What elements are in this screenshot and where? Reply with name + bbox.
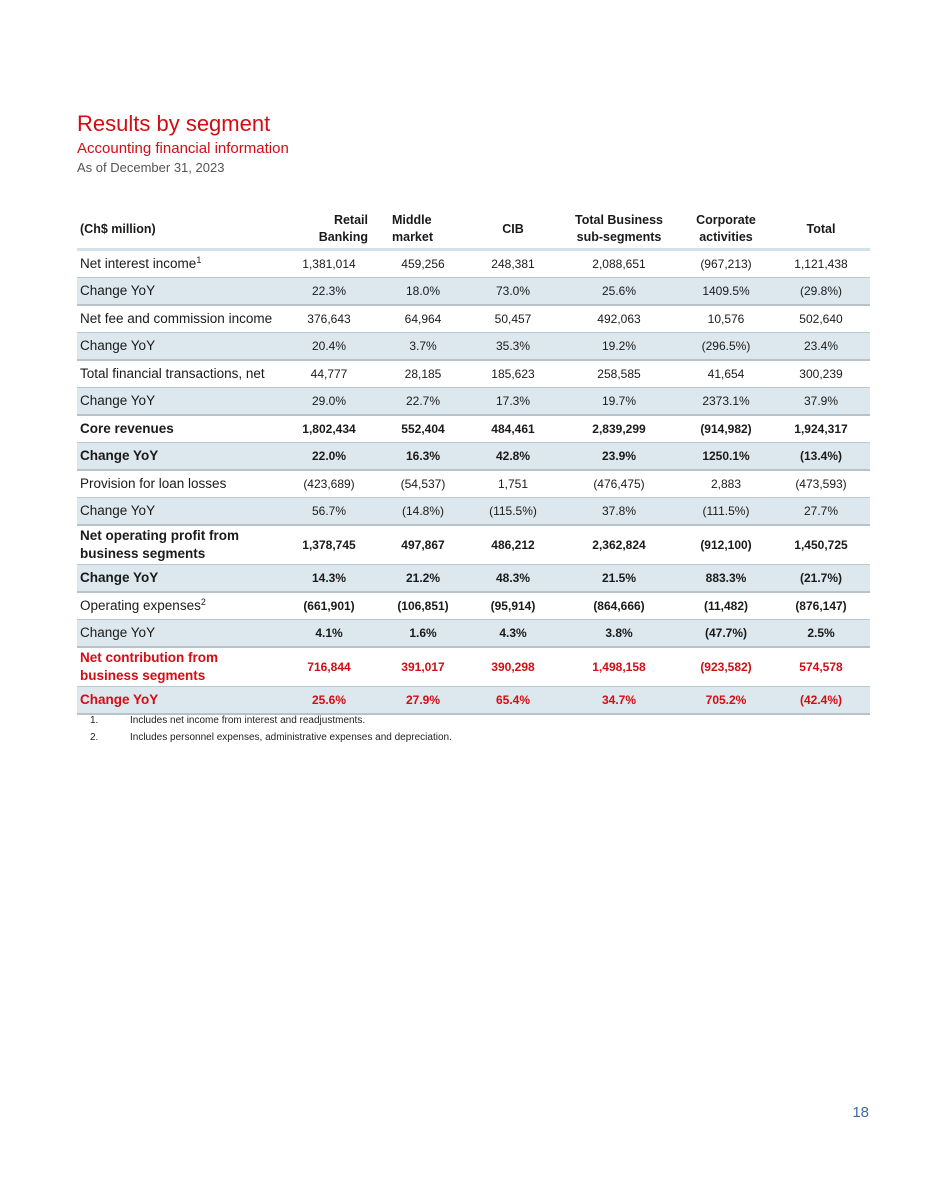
row-label: Net contribution from business segments	[77, 647, 280, 687]
cell-retail: 4.1%	[280, 620, 378, 648]
cell-corporate: (11,482)	[680, 592, 772, 620]
cell-corporate: (912,100)	[680, 525, 772, 565]
cell-retail: (423,689)	[280, 470, 378, 498]
cell-middle: 459,256	[378, 250, 468, 278]
cell-total: (42.4%)	[772, 687, 870, 715]
row-label: Net operating profit from business segments	[77, 525, 280, 565]
cell-middle: (106,851)	[378, 592, 468, 620]
cell-retail: 22.0%	[280, 443, 378, 471]
cell-middle: 21.2%	[378, 565, 468, 593]
cell-cib: 65.4%	[468, 687, 558, 715]
cell-total-business: 34.7%	[558, 687, 680, 715]
cell-retail: 29.0%	[280, 388, 378, 416]
row-label: Provision for loan losses	[77, 470, 280, 498]
table-row	[77, 278, 870, 306]
table-row	[77, 647, 870, 687]
cell-corporate: (967,213)	[680, 250, 772, 278]
cell-total: (13.4%)	[772, 443, 870, 471]
table-row	[77, 415, 870, 443]
cell-total-business: (864,666)	[558, 592, 680, 620]
page-header	[77, 110, 289, 177]
cell-middle: 18.0%	[378, 278, 468, 306]
row-label: Total financial transactions, net	[77, 360, 280, 388]
header-retail-banking: Retail Banking	[280, 210, 378, 250]
cell-total: 1,924,317	[772, 415, 870, 443]
segment-results-table	[77, 210, 870, 715]
header-total: Total	[772, 210, 870, 250]
cell-corporate: 705.2%	[680, 687, 772, 715]
cell-total: 2.5%	[772, 620, 870, 648]
cell-retail: 1,802,434	[280, 415, 378, 443]
cell-total: 37.9%	[772, 388, 870, 416]
row-label: Operating expenses$^2$	[77, 592, 280, 620]
cell-total-business: 258,585	[558, 360, 680, 388]
cell-total-business: 2,088,651	[558, 250, 680, 278]
footnote	[90, 712, 452, 729]
cell-middle: 16.3%	[378, 443, 468, 471]
cell-middle: 28,185	[378, 360, 468, 388]
cell-total: 1,121,438	[772, 250, 870, 278]
row-label: Change YoY	[77, 498, 280, 526]
cell-total: (29.8%)	[772, 278, 870, 306]
footnotes	[90, 712, 452, 746]
cell-cib: 50,457	[468, 305, 558, 333]
cell-cib: (115.5%)	[468, 498, 558, 526]
cell-retail: 22.3%	[280, 278, 378, 306]
row-label: Core revenues	[77, 415, 280, 443]
cell-corporate: 41,654	[680, 360, 772, 388]
cell-total-business: 2,839,299	[558, 415, 680, 443]
cell-cib: 185,623	[468, 360, 558, 388]
cell-middle: 1.6%	[378, 620, 468, 648]
header-label: (Ch$ million)	[77, 210, 280, 250]
row-label: Change YoY	[77, 278, 280, 306]
cell-total: (876,147)	[772, 592, 870, 620]
cell-corporate: 2373.1%	[680, 388, 772, 416]
cell-middle: 27.9%	[378, 687, 468, 715]
cell-middle: (14.8%)	[378, 498, 468, 526]
cell-total-business: 37.8%	[558, 498, 680, 526]
table-row	[77, 525, 870, 565]
page-subtitle: Accounting financial information	[77, 140, 289, 157]
cell-cib: 484,461	[468, 415, 558, 443]
cell-retail: (661,901)	[280, 592, 378, 620]
cell-middle: 497,867	[378, 525, 468, 565]
cell-cib: 35.3%	[468, 333, 558, 361]
row-label: Change YoY	[77, 687, 280, 715]
cell-total: 23.4%	[772, 333, 870, 361]
cell-total-business: 21.5%	[558, 565, 680, 593]
page-title: Results by segment	[77, 111, 271, 136]
cell-total-business: (476,475)	[558, 470, 680, 498]
table-row	[77, 443, 870, 471]
cell-corporate: 1409.5%	[680, 278, 772, 306]
table-row	[77, 498, 870, 526]
cell-retail: 20.4%	[280, 333, 378, 361]
table-row	[77, 620, 870, 648]
cell-retail: 14.3%	[280, 565, 378, 593]
cell-total-business: 23.9%	[558, 443, 680, 471]
cell-total: (473,593)	[772, 470, 870, 498]
cell-corporate: (47.7%)	[680, 620, 772, 648]
table-row	[77, 250, 870, 278]
cell-cib: 1,751	[468, 470, 558, 498]
footnote-text: Includes personnel expenses, administrative expenses and depreciation.	[130, 732, 452, 743]
cell-retail: 1,378,745	[280, 525, 378, 565]
table-row	[77, 388, 870, 416]
row-label: Change YoY	[77, 565, 280, 593]
cell-total-business: 19.2%	[558, 333, 680, 361]
cell-total: 300,239	[772, 360, 870, 388]
table-row	[77, 565, 870, 593]
footnote	[90, 729, 452, 746]
footnote-number: 1.	[90, 715, 99, 726]
cell-cib: 42.8%	[468, 443, 558, 471]
cell-total-business: 2,362,824	[558, 525, 680, 565]
cell-middle: 391,017	[378, 647, 468, 687]
row-label: Net fee and commission income	[77, 305, 280, 333]
footnote-number: 2.	[90, 732, 99, 743]
page-number: 18	[852, 1104, 869, 1121]
cell-retail: 25.6%	[280, 687, 378, 715]
cell-middle: 3.7%	[378, 333, 468, 361]
cell-total: (21.7%)	[772, 565, 870, 593]
table-row	[77, 333, 870, 361]
cell-middle: 22.7%	[378, 388, 468, 416]
cell-total-business: 3.8%	[558, 620, 680, 648]
cell-corporate: (914,982)	[680, 415, 772, 443]
cell-corporate: (923,582)	[680, 647, 772, 687]
cell-corporate: 883.3%	[680, 565, 772, 593]
table-row	[77, 305, 870, 333]
cell-middle: 552,404	[378, 415, 468, 443]
cell-corporate: (111.5%)	[680, 498, 772, 526]
header-middle-market: Middle market	[378, 210, 468, 250]
row-label: Change YoY	[77, 333, 280, 361]
table-row	[77, 470, 870, 498]
cell-cib: 48.3%	[468, 565, 558, 593]
cell-retail: 56.7%	[280, 498, 378, 526]
cell-corporate: 2,883	[680, 470, 772, 498]
cell-total: 27.7%	[772, 498, 870, 526]
cell-cib: (95,914)	[468, 592, 558, 620]
cell-total-business: 492,063	[558, 305, 680, 333]
table-row	[77, 360, 870, 388]
cell-cib: 17.3%	[468, 388, 558, 416]
table-header-row	[77, 210, 870, 250]
as-of-date: As of December 31, 2023	[77, 160, 225, 175]
cell-cib: 486,212	[468, 525, 558, 565]
header-corporate-activities: Corporate activities	[680, 210, 772, 250]
row-label: Change YoY	[77, 620, 280, 648]
cell-corporate: 1250.1%	[680, 443, 772, 471]
cell-cib: 73.0%	[468, 278, 558, 306]
header-cib: CIB	[468, 210, 558, 250]
cell-total-business: 1,498,158	[558, 647, 680, 687]
cell-cib: 4.3%	[468, 620, 558, 648]
cell-total: 502,640	[772, 305, 870, 333]
cell-total-business: 25.6%	[558, 278, 680, 306]
cell-retail: 716,844	[280, 647, 378, 687]
header-total-business: Total Business sub-segments	[558, 210, 680, 250]
cell-total-business: 19.7%	[558, 388, 680, 416]
cell-cib: 248,381	[468, 250, 558, 278]
cell-retail: 1,381,014	[280, 250, 378, 278]
cell-corporate: 10,576	[680, 305, 772, 333]
footnote-text: Includes net income from interest and readjustments.	[130, 715, 366, 726]
cell-middle: 64,964	[378, 305, 468, 333]
row-label: Net interest income$^1$	[77, 250, 280, 278]
table-row	[77, 687, 870, 715]
cell-retail: 44,777	[280, 360, 378, 388]
cell-corporate: (296.5%)	[680, 333, 772, 361]
cell-cib: 390,298	[468, 647, 558, 687]
cell-retail: 376,643	[280, 305, 378, 333]
cell-total: 1,450,725	[772, 525, 870, 565]
row-label: Change YoY	[77, 388, 280, 416]
cell-total: 574,578	[772, 647, 870, 687]
table-row	[77, 592, 870, 620]
cell-middle: (54,537)	[378, 470, 468, 498]
row-label: Change YoY	[77, 443, 280, 471]
